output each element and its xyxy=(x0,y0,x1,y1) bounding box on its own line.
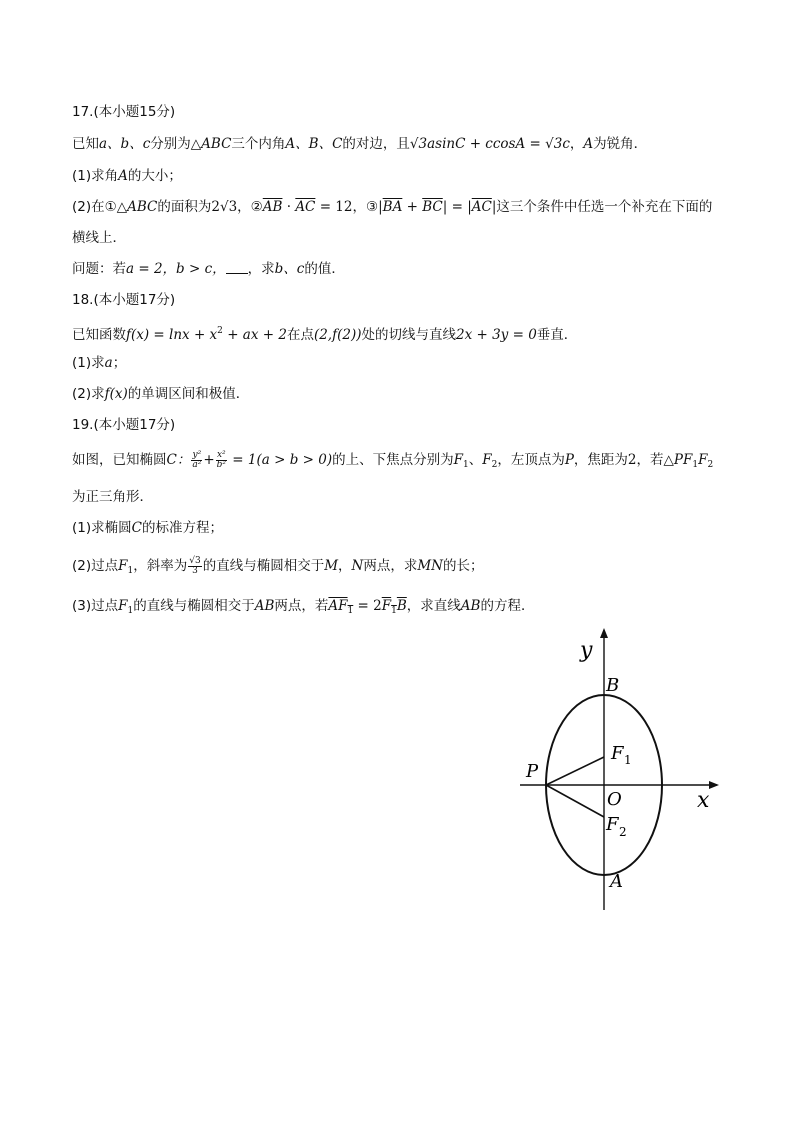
math: AF xyxy=(328,598,348,614)
vector-ac: $\overline{AC}$ xyxy=(471,199,492,215)
math: AB xyxy=(254,598,275,614)
text: 三个内角 xyxy=(231,136,286,152)
q17-part2-cont xyxy=(72,228,126,248)
q19-part1 xyxy=(72,518,223,538)
text: 垂直． xyxy=(536,327,578,343)
text: (3)过点 xyxy=(72,598,119,614)
text: 的直线与椭圆相交于 xyxy=(133,598,255,614)
y-axis-arrow xyxy=(600,628,608,638)
text: ，焦距为 xyxy=(573,452,628,468)
text: 为锐角． xyxy=(593,136,648,152)
math: △PF xyxy=(663,452,693,468)
math: | xyxy=(378,199,383,215)
math: F xyxy=(482,452,492,468)
text: 横线上． xyxy=(72,230,126,246)
text: 两点，求 xyxy=(363,558,418,574)
q19-statement-cont xyxy=(72,487,153,507)
text: ，斜率为 xyxy=(133,558,188,574)
math: M xyxy=(324,558,339,574)
text: 的长； xyxy=(442,558,484,574)
q18-statement xyxy=(72,321,577,345)
vector-f1b xyxy=(382,598,407,614)
q18-header xyxy=(72,290,175,310)
math: F xyxy=(453,452,463,468)
subscript: 1 xyxy=(692,460,699,470)
label-b: B xyxy=(606,675,620,696)
label-x: x xyxy=(697,788,710,813)
text: 两点，若 xyxy=(274,598,329,614)
math: b、c xyxy=(274,261,305,277)
q17-statement xyxy=(72,134,647,154)
math: C xyxy=(131,520,142,536)
text: 的方程． xyxy=(480,598,535,614)
text: (2)在① xyxy=(72,199,117,215)
q19-header-text: 19.(本小题17分) xyxy=(72,417,176,433)
math: B xyxy=(396,598,407,614)
numerator: x² xyxy=(216,449,226,460)
text: 已知函数 xyxy=(72,327,126,343)
text: 、 xyxy=(468,452,483,468)
q17-question xyxy=(72,259,345,279)
math: F xyxy=(118,598,128,614)
math: | = | xyxy=(442,199,472,215)
segment-pf2 xyxy=(546,785,604,817)
vector-af1 xyxy=(328,598,353,614)
math: + xyxy=(402,199,423,215)
math: + ax + 2 xyxy=(222,327,287,343)
math: C： xyxy=(166,452,191,468)
subscript: 1 xyxy=(391,606,397,616)
text: 这三个条件中任选一个补充在下面的 xyxy=(496,199,713,215)
q19-statement xyxy=(72,450,713,475)
text: (2)求 xyxy=(72,386,105,402)
math: a = 2，b > c， xyxy=(126,261,226,277)
text: (1)求 xyxy=(72,355,105,371)
text: 的上、下焦点分别为 xyxy=(332,452,454,468)
label-o: O xyxy=(607,789,622,810)
math: A xyxy=(583,136,594,152)
text: 的对边，且 xyxy=(342,136,410,152)
vector-ba: $\overline{BA}$ xyxy=(382,199,403,215)
text: 问题：若 xyxy=(72,261,126,277)
text: ，若 xyxy=(636,452,664,468)
q18-header-text: 18.(本小题17分) xyxy=(72,292,176,308)
text: 在点 xyxy=(286,327,314,343)
exponent: 2 xyxy=(217,326,223,336)
subscript: 1 xyxy=(127,606,134,616)
text: ，求直线 xyxy=(406,598,461,614)
math: = 1(a > b > 0) xyxy=(228,452,333,468)
vector-bc: $\overline{BC}$ xyxy=(422,199,443,215)
math: (2,f(2)) xyxy=(313,327,362,343)
fraction-x2-b2 xyxy=(216,451,227,470)
text: ，② xyxy=(237,199,263,215)
subscript: 1 xyxy=(347,606,354,616)
label-f2-sub: 2 xyxy=(619,825,627,839)
math: | xyxy=(491,199,497,215)
text: 的标准方程； xyxy=(141,520,223,536)
answer-blank[interactable] xyxy=(226,261,248,274)
math: = 2 xyxy=(353,598,382,614)
fraction-y2-a2 xyxy=(191,451,202,470)
text: ，求 xyxy=(247,261,275,277)
subscript: 1 xyxy=(127,566,134,576)
math: a xyxy=(104,355,113,371)
text: 的大小； xyxy=(127,168,182,184)
math: A、B、C xyxy=(285,136,343,152)
q19-part3 xyxy=(72,596,534,621)
text: 分别为 xyxy=(150,136,191,152)
label-y: y xyxy=(580,638,593,663)
q18-part2 xyxy=(72,384,249,404)
math: F xyxy=(381,598,392,614)
subscript: 2 xyxy=(491,460,498,470)
vector-ac: $\overline{AC}$ xyxy=(295,199,316,215)
ellipse-figure xyxy=(512,625,727,915)
math: + xyxy=(203,452,215,468)
text: (1)求角 xyxy=(72,168,119,184)
q19-part2 xyxy=(72,556,483,581)
text: (2)过点 xyxy=(72,558,119,574)
math: a、b、c xyxy=(99,136,151,152)
math: N xyxy=(351,558,364,574)
text: ， xyxy=(338,558,352,574)
text: ； xyxy=(112,355,127,371)
x-axis-arrow xyxy=(709,781,719,789)
q17-part1 xyxy=(72,166,182,186)
function: f(x) = lnx + x xyxy=(126,327,218,343)
text: 为正三角形． xyxy=(72,489,153,505)
q19-header xyxy=(72,415,175,435)
denominator: 3 xyxy=(192,565,198,576)
text: ，左顶点为 xyxy=(497,452,565,468)
math: 2x + 3y = 0 xyxy=(456,327,537,343)
text: 的值． xyxy=(304,261,345,277)
segment-pf1 xyxy=(546,757,604,785)
math: MN xyxy=(417,558,443,574)
denominator: a² xyxy=(192,459,202,470)
math: △ABC xyxy=(190,136,232,152)
text: 的面积为 xyxy=(157,199,212,215)
math: · xyxy=(282,199,296,215)
math: 2 xyxy=(627,452,637,468)
label-f2: F xyxy=(606,814,619,835)
text: ， xyxy=(569,136,584,152)
math: F xyxy=(698,452,708,468)
math: F xyxy=(118,558,128,574)
text: 如图，已知椭圆 xyxy=(72,452,167,468)
q17-header xyxy=(72,102,175,122)
math: P xyxy=(564,452,574,468)
label-f1: F xyxy=(611,743,624,764)
math: AB xyxy=(460,598,481,614)
label-a: A xyxy=(610,871,623,892)
q17-part2 xyxy=(72,197,712,217)
condition-equation: √3asinC + ccosA = √3c xyxy=(409,136,570,152)
math: = 12 xyxy=(315,199,353,215)
subscript: 1 xyxy=(462,460,469,470)
text: 处的切线与直线 xyxy=(361,327,456,343)
label-f1-sub: 1 xyxy=(624,753,632,767)
text: (1)求椭圆 xyxy=(72,520,132,536)
vector-ab: $\overline{AB}$ xyxy=(262,199,283,215)
text: ，③ xyxy=(352,199,379,215)
text: 的单调区间和极值． xyxy=(127,386,250,402)
numerator: √3 xyxy=(189,555,201,566)
q18-part1 xyxy=(72,353,126,373)
q17-header-text: 17.(本小题15分) xyxy=(72,104,176,120)
text: 已知 xyxy=(72,136,99,152)
denominator: b² xyxy=(216,459,227,470)
text: 的直线与椭圆相交于 xyxy=(202,558,325,574)
fraction-slope xyxy=(188,557,201,576)
math: f(x) xyxy=(104,386,128,402)
math: 2√3 xyxy=(211,199,238,215)
numerator: y² xyxy=(192,449,202,460)
math: A xyxy=(118,168,128,184)
math: △ABC xyxy=(116,199,158,215)
subscript: 2 xyxy=(707,460,714,470)
label-p: P xyxy=(526,761,539,782)
